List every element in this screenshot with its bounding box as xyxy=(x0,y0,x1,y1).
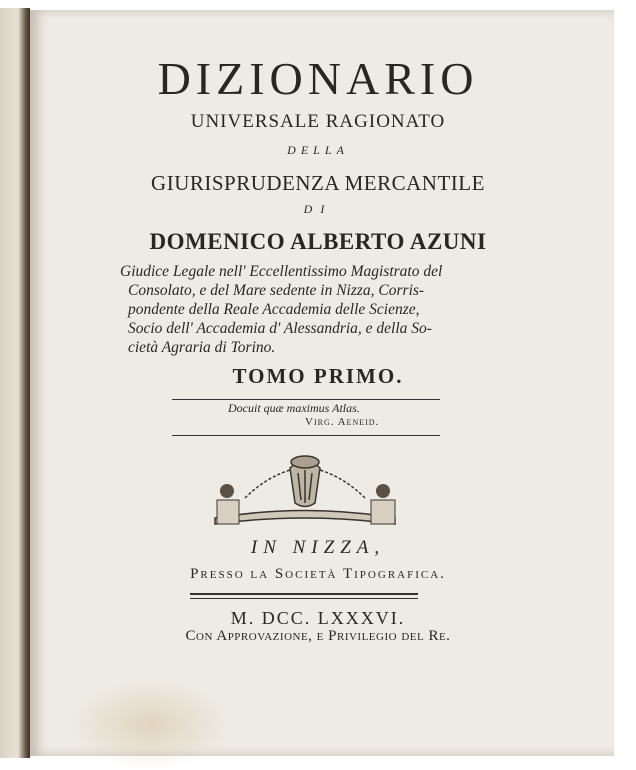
water-stain xyxy=(70,680,230,770)
author-description xyxy=(120,262,510,357)
privilege-line: Con Approvazione, e Privilegio del Re. xyxy=(185,628,451,644)
double-rule-thin xyxy=(190,598,418,599)
description-line: Consolato, e del Mare sedente in Nizza, Corris- xyxy=(128,282,425,299)
book-subtitle: UNIVERSALE RAGIONATO xyxy=(190,111,446,132)
rule-top xyxy=(172,399,440,400)
della-text: DELLA xyxy=(287,143,349,157)
description-line: cietà Agraria di Torino. xyxy=(128,339,276,356)
volume-label: TOMO PRIMO. xyxy=(232,364,404,388)
epigraph-source: Virg. Aeneid. xyxy=(305,416,380,428)
di-text: DI xyxy=(303,202,333,216)
description-line: Socio dell' Accademia d' Alessandria, e della So- xyxy=(128,320,432,337)
double-rule-thick xyxy=(190,593,418,595)
publisher: Presso la Società Tipografica. xyxy=(190,566,446,582)
book-subject: GIURISPRUDENZA MERCANTILE xyxy=(151,171,485,195)
book-title: DIZIONARIO xyxy=(157,53,479,104)
epigraph-quote: Docuit quæ maximus Atlas. xyxy=(228,401,360,415)
rule-bottom xyxy=(172,435,440,436)
publication-year: M. DCC. LXXXVI. xyxy=(230,608,406,628)
description-line: pondente della Reale Accademia delle Scienze, xyxy=(128,301,420,318)
place-of-publication: IN NIZZA, xyxy=(250,537,386,558)
author-name: DOMENICO ALBERTO AZUNI xyxy=(149,229,487,254)
description-line: Giudice Legale nell' Eccellentissimo Magistrato del xyxy=(120,263,443,280)
ornament-vignette xyxy=(205,448,405,530)
